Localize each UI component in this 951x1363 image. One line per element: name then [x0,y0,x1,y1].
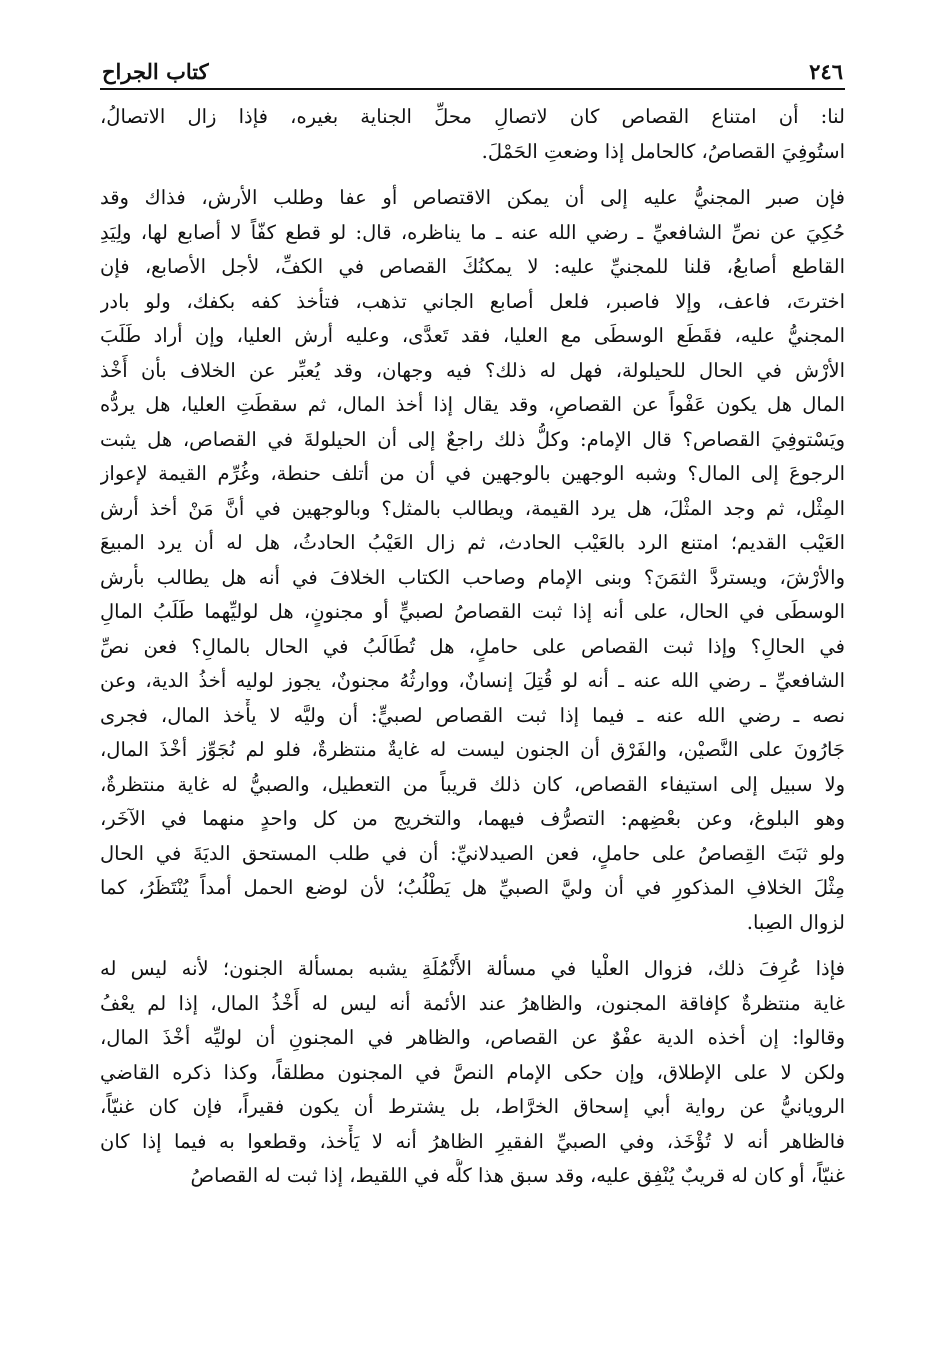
text-line: جَارُونَ على النَّصيْن، والفَرْق أن الجنون ليست له غايةٌ منتظرةٌ، فلو لم نُجَوِّز أخْذَ المال، [100,738,845,761]
text-line: نصه ـ رضي الله عنه ـ فيما إذا ثبت القصاص لصبيٍّ: أن وليَّه لا يأْخذ المال، فجرى [100,703,845,727]
book-title: كتاب الجراح [102,59,209,84]
text-line: الرجوعَ إلى المال؟ وشبه الوجهين بالوجهين في أن من أتلف حنطة، وغُرِّم القيمة لإعواز [100,462,845,485]
text-line: العَيْب القديم؛ امتنع الرد بالعَيْب الحادث، ثم زال العَيْبُ الحادثُ، هل له أن يرد المبيعَ [100,531,845,554]
text-line: الشافعيِّ ـ رضي الله عنه ـ أنه لو قُتِلَ إنسانٌ، ووارثُهُ مجنونٌ، يجوز لوليه أخذُ الدية، وعن [100,669,845,692]
page-number: ٢٤٦ [809,59,843,84]
body-text [100,100,845,1194]
text-line: اخترتَ، فاعف، وإلا فاصبر، فلعل أصابع الجاني تذهب، فتأخذ كفه بكفك، ولو بادر [100,289,845,313]
text-line: غنيّاً، أو كان له قريبٌ يُنْفِق عليه، وقد سبق هذا كلُّه في اللقيط، إذا ثبت له القصاصُ [190,1164,845,1187]
paragraph [100,100,845,169]
text-line: حُكِيَ عن نصِّ الشافعيِّ ـ رضي الله عنه ـ ما يناظره، قال: لو قطع كفّاً لا أصابع لها، ولِيَدِ [100,220,845,244]
running-header [100,40,845,84]
text-line: والأرْشَ، ويستردَّ الثمَنَ؟ وبنى الإمام وصاحب الكتاب الخلافَ في أنه هل يطالب بأرش [100,565,845,589]
text-line: المال هل يكون عَفْواً عن القصاصِ، وقد يقال إذا أخذ المال، ثم سقطَتِ العليا، هل يردُّه [100,393,845,416]
text-line: استُوفِيَ القصاصُ، كالحامل إذا وضعتِ الحَمْلَ. [481,139,845,163]
text-line: فإن صبر المجنيُّ عليه إلى أن يمكن الاقتصاص أو عفا وطلب الأرش، فذاك وقد [100,186,845,209]
text-line: المِثْل، ثم وجد المثْلَ، هل يرد القيمة، ويطالب بالمثل؟ وبالوجهين في أنَّ مَنْ أخذ أرش [100,496,845,520]
paragraph [100,952,845,1194]
text-line: القاطع أصابعُ، قلنا للمجنيِّ عليه: لا يمكنُكَ القصاص في الكفِّ، لأجل الأصابع، فإن [100,255,845,278]
text-line: وهو البلوغ، وعن بعْضِهم: التصرُّف فيهما، والتخريج من كل واحدٍ منهما في الآخَر، [100,807,845,830]
text-line: لنا: أن امتناع القصاص كان لاتصالِ محلِّ الجناية بغيره، فإذا زال الاتصالُ، [100,105,845,128]
text-line: لزوال الصِبا. [746,910,845,934]
text-line: الأرْش في الحال للحيلولة، فهل له ذلك؟ فيه وجهان، وقد يُعبِّر عن الخلاف بأن أَخْذ [100,358,845,382]
text-line: وقالوا: إن أخذه الدية عفْوٌ عن القصاص، والظاهر في المجنونِ أن لوليِّه أخْذَ المال، [100,1026,845,1049]
text-line: في الحالِ؟ وإذا ثبت القصاص على حاملٍ، هل تُطَالَبُ في الحال بالمالِ؟ فعن نصِّ [100,634,845,658]
header-divider [100,88,845,90]
text-line: المجنيُّ عليه، فقَطَع الوسطَى مع العليا، فقد تَعدَّى، وعليه أرش العليا، وإن أراد طَلَبَ [100,324,845,347]
book-page [100,40,845,1340]
text-line: ويَسْتوفِيَ القصاص؟ قال الإمام: وكلُّ ذلك راجعٌ إلى أن الحيلولةَ في القصاص، هل يثبت [100,427,845,451]
text-line: فإذا عُرِفَ ذلك، فزوال العلْيا في مسألة الأَنْمُلَةِ يشبه بمسألة الجنون؛ لأنه ليس له [100,957,845,980]
text-line: الرويانيُّ عن رواية أبي إسحاق الخرَّاط، بل يشترط أن يكون فقيراً، فإن كان غنيّاً، [100,1095,845,1118]
text-line: فالظاهر أنه لا تُؤْخَذ، وفي الصبيِّ الفقيرِ الظاهرُ أنه لا يَأْخذ، وقطعوا به فيما إذا كان [100,1129,845,1153]
text-line: ولكن لا على الإطلاق، وإن حكى الإمام النصَّ في المجنون مطلقاً، وكذا ذكره القاضي [100,1060,845,1084]
text-line: ولو ثبَتَ القِصاصُ على حاملٍ، فعن الصيدلانيِّ: أن في طلب المستحق الديَةَ في الحال [100,841,845,865]
text-line: غاية منتظرةٌ كإفاقة المجنون، والظاهرُ عند الأئمة أنه ليس له أَخْذُ المال، إذا لم يعْفُ [100,991,845,1015]
text-line: ولا سبيل إلى استيفاء القصاص، كان ذلك قريباً من التعطيل، والصبيُّ له غاية منتظرةٌ، [100,772,845,796]
text-line: الوسطَى في الحال، على أنه إذا ثبت القصاصُ لصبيٍّ أو مجنونٍ، هل لوليِّهما طَلَبُ المالِ [100,600,845,623]
paragraph [100,181,845,940]
text-line: مِثْلَ الخلافِ المذكورِ في أن وليَّ الصبيِّ هل يَطْلُبُ؛ لأن لوضع الحمل أمداً يُنْتَظَرُ، كما [100,876,845,899]
